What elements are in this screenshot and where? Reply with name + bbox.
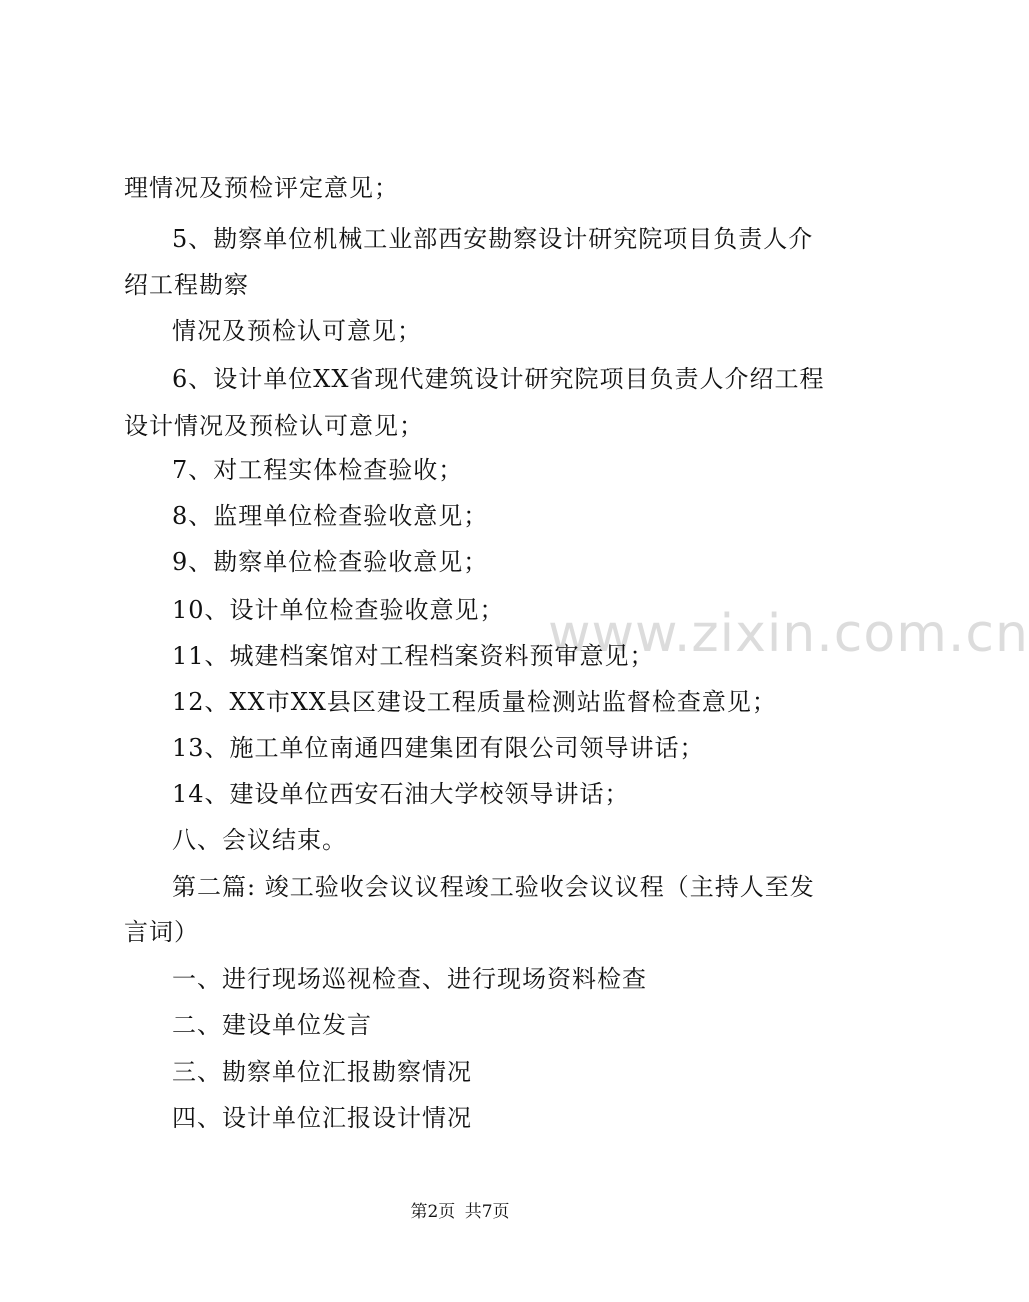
page-total: 共7页 — [464, 1202, 510, 1222]
body-line: 14、建设单位西安石油大学校领导讲话； — [172, 780, 630, 808]
body-line: 13、施工单位南通四建集团有限公司领导讲话； — [172, 734, 705, 762]
body-line: 二、建设单位发言 — [172, 1011, 372, 1039]
body-line: 一、进行现场巡视检查、进行现场资料检查 — [172, 965, 647, 993]
watermark-text: www.zixin.com.cn — [548, 604, 1029, 664]
body-line: 5、勘察单位机械工业部西安勘察设计研究院项目负责人介 — [172, 225, 814, 253]
body-line: 6、设计单位XX省现代建筑设计研究院项目负责人介绍工程 — [172, 365, 825, 393]
page-number: 第2页 — [410, 1202, 456, 1222]
body-line: 言词） — [124, 918, 199, 946]
body-line: 8、监理单位检查验收意见； — [172, 502, 489, 530]
body-line: 四、设计单位汇报设计情况 — [172, 1104, 472, 1132]
body-line: 三、勘察单位汇报勘察情况 — [172, 1058, 472, 1086]
body-line: 八、会议结束。 — [172, 826, 347, 854]
body-line: 情况及预检认可意见； — [172, 317, 422, 345]
body-line: 10、设计单位检查验收意见； — [172, 596, 505, 624]
page-footer — [0, 1201, 920, 1223]
body-line: 绍工程勘察 — [124, 271, 249, 299]
body-line: 12、XX市XX县区建设工程质量检测站监督检查意见； — [172, 688, 777, 716]
body-line: 设计情况及预检认可意见； — [124, 412, 424, 440]
body-line: 9、勘察单位检查验收意见； — [172, 548, 489, 576]
section-heading: 第二篇: 竣工验收会议议程竣工验收会议议程（主持人至发 — [172, 873, 815, 901]
body-line: 7、对工程实体检查验收； — [172, 456, 464, 484]
body-line: 理情况及预检评定意见； — [124, 174, 399, 202]
body-line: 11、城建档案馆对工程档案资料预审意见； — [172, 642, 655, 670]
